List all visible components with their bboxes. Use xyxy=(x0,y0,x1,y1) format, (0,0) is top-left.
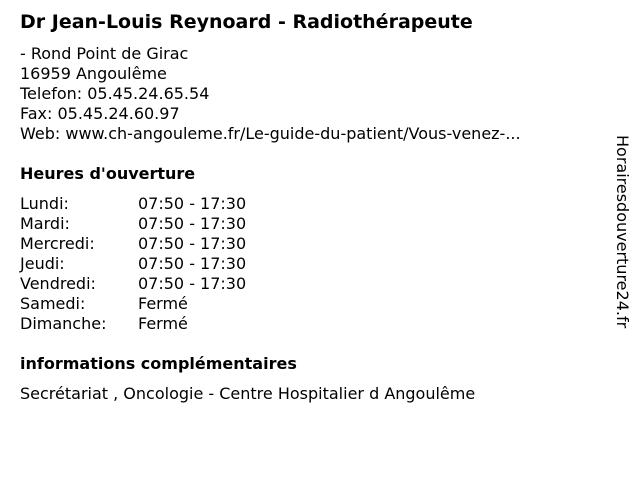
hours-row-tuesday xyxy=(20,214,246,234)
phone-number: Telefon: 05.45.24.65.54 xyxy=(20,84,210,103)
address-city: 16959 Angoulême xyxy=(20,64,167,83)
hours-day: Vendredi: xyxy=(20,274,96,293)
hours-row-monday xyxy=(20,194,246,214)
hours-time: 07:50 - 17:30 xyxy=(138,254,247,273)
hours-row-wednesday xyxy=(20,234,246,254)
hours-time: 07:50 - 17:30 xyxy=(138,234,247,253)
opening-hours-table xyxy=(20,194,246,334)
hours-row-friday xyxy=(20,274,246,294)
hours-time: 07:50 - 17:30 xyxy=(138,274,247,293)
hours-time: Fermé xyxy=(138,294,188,313)
site-watermark: Horairesdouverture24.fr xyxy=(613,135,632,329)
opening-hours-heading: Heures d'ouverture xyxy=(20,164,196,183)
page-title: Dr Jean-Louis Reynoard - Radiothérapeute xyxy=(20,11,473,33)
hours-day: Samedi: xyxy=(20,294,86,313)
hours-row-saturday xyxy=(20,294,246,314)
additional-info-heading: informations complémentaires xyxy=(20,354,297,373)
hours-time: Fermé xyxy=(138,314,188,333)
address-street: - Rond Point de Girac xyxy=(20,44,189,63)
hours-day: Jeudi: xyxy=(20,254,65,273)
hours-day: Lundi: xyxy=(20,194,69,213)
hours-day: Dimanche: xyxy=(20,314,107,333)
website-link: Web: www.ch-angouleme.fr/Le-guide-du-patient/Vous-venez-... xyxy=(20,124,521,143)
address-block xyxy=(20,44,521,144)
hours-day: Mardi: xyxy=(20,214,70,233)
hours-time: 07:50 - 17:30 xyxy=(138,214,247,233)
fax-number: Fax: 05.45.24.60.97 xyxy=(20,104,180,123)
hours-row-thursday xyxy=(20,254,246,274)
additional-info-text: Secrétariat , Oncologie - Centre Hospitalier d Angoulême xyxy=(20,384,476,403)
hours-row-sunday xyxy=(20,314,246,334)
hours-time: 07:50 - 17:30 xyxy=(138,194,247,213)
hours-day: Mercredi: xyxy=(20,234,95,253)
